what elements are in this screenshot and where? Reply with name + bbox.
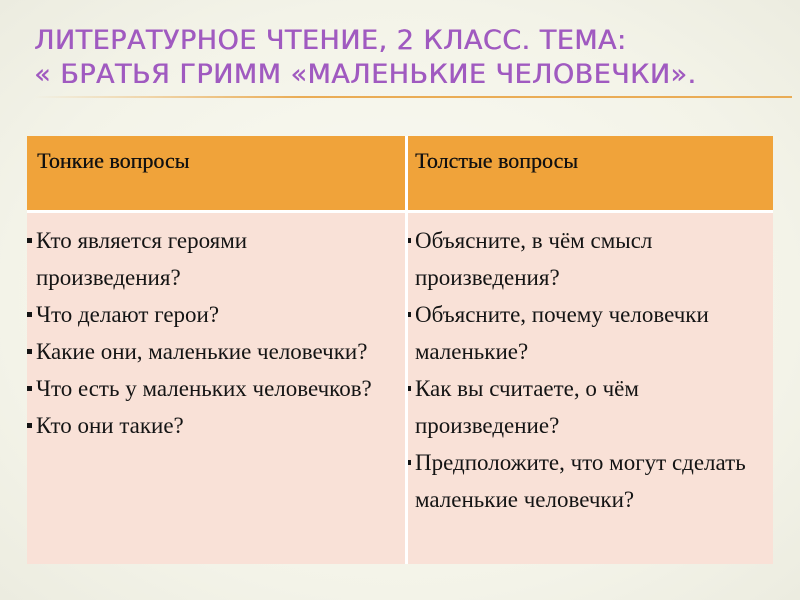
list-item <box>27 407 397 444</box>
list-item <box>27 370 397 407</box>
bullet-icon <box>27 312 32 317</box>
slide-title <box>34 24 774 92</box>
list-item <box>406 444 768 518</box>
list-item <box>27 222 397 296</box>
table-body-row <box>27 212 773 564</box>
questions-table <box>27 136 773 564</box>
thick-question-3: Как вы считаете, о чём произведение? <box>415 376 639 438</box>
thick-questions-list <box>406 222 768 518</box>
thin-question-5: Кто они такие? <box>36 413 184 438</box>
thin-questions-list <box>27 222 397 444</box>
slide-title-line-2: « БРАТЬЯ ГРИММ «МАЛЕНЬКИЕ ЧЕЛОВЕЧКИ». <box>34 59 697 90</box>
column-divider <box>405 136 408 564</box>
thick-question-1: Объясните, в чём смысл произведения? <box>415 228 653 290</box>
thick-question-2: Объясните, почему человечки маленькие? <box>415 302 709 364</box>
list-item <box>27 333 397 370</box>
header-thin-questions: Тонкие вопросы <box>37 148 190 173</box>
thin-question-3: Какие они, маленькие человечки? <box>36 339 368 364</box>
bullet-icon <box>27 349 32 354</box>
bullet-icon <box>27 238 32 243</box>
bullet-icon <box>27 423 32 428</box>
list-item <box>406 222 768 296</box>
title-underline <box>34 96 792 98</box>
list-item <box>406 370 768 444</box>
thin-question-4: Что есть у маленьких человечков? <box>36 376 372 401</box>
table-header-row <box>27 136 773 212</box>
bullet-icon <box>27 386 32 391</box>
list-item <box>27 296 397 333</box>
slide-title-line-1: ЛИТЕРАТУРНОЕ ЧТЕНИЕ, 2 КЛАСС. ТЕМА: <box>34 25 627 56</box>
list-item <box>406 296 768 370</box>
thin-question-1: Кто является героями произведения? <box>36 228 248 290</box>
thin-question-2: Что делают герои? <box>36 302 220 327</box>
thick-question-4: Предположите, что могут сделать маленькие человечки? <box>415 450 746 512</box>
header-thick-questions: Толстые вопросы <box>415 148 579 173</box>
row-divider <box>27 210 773 213</box>
